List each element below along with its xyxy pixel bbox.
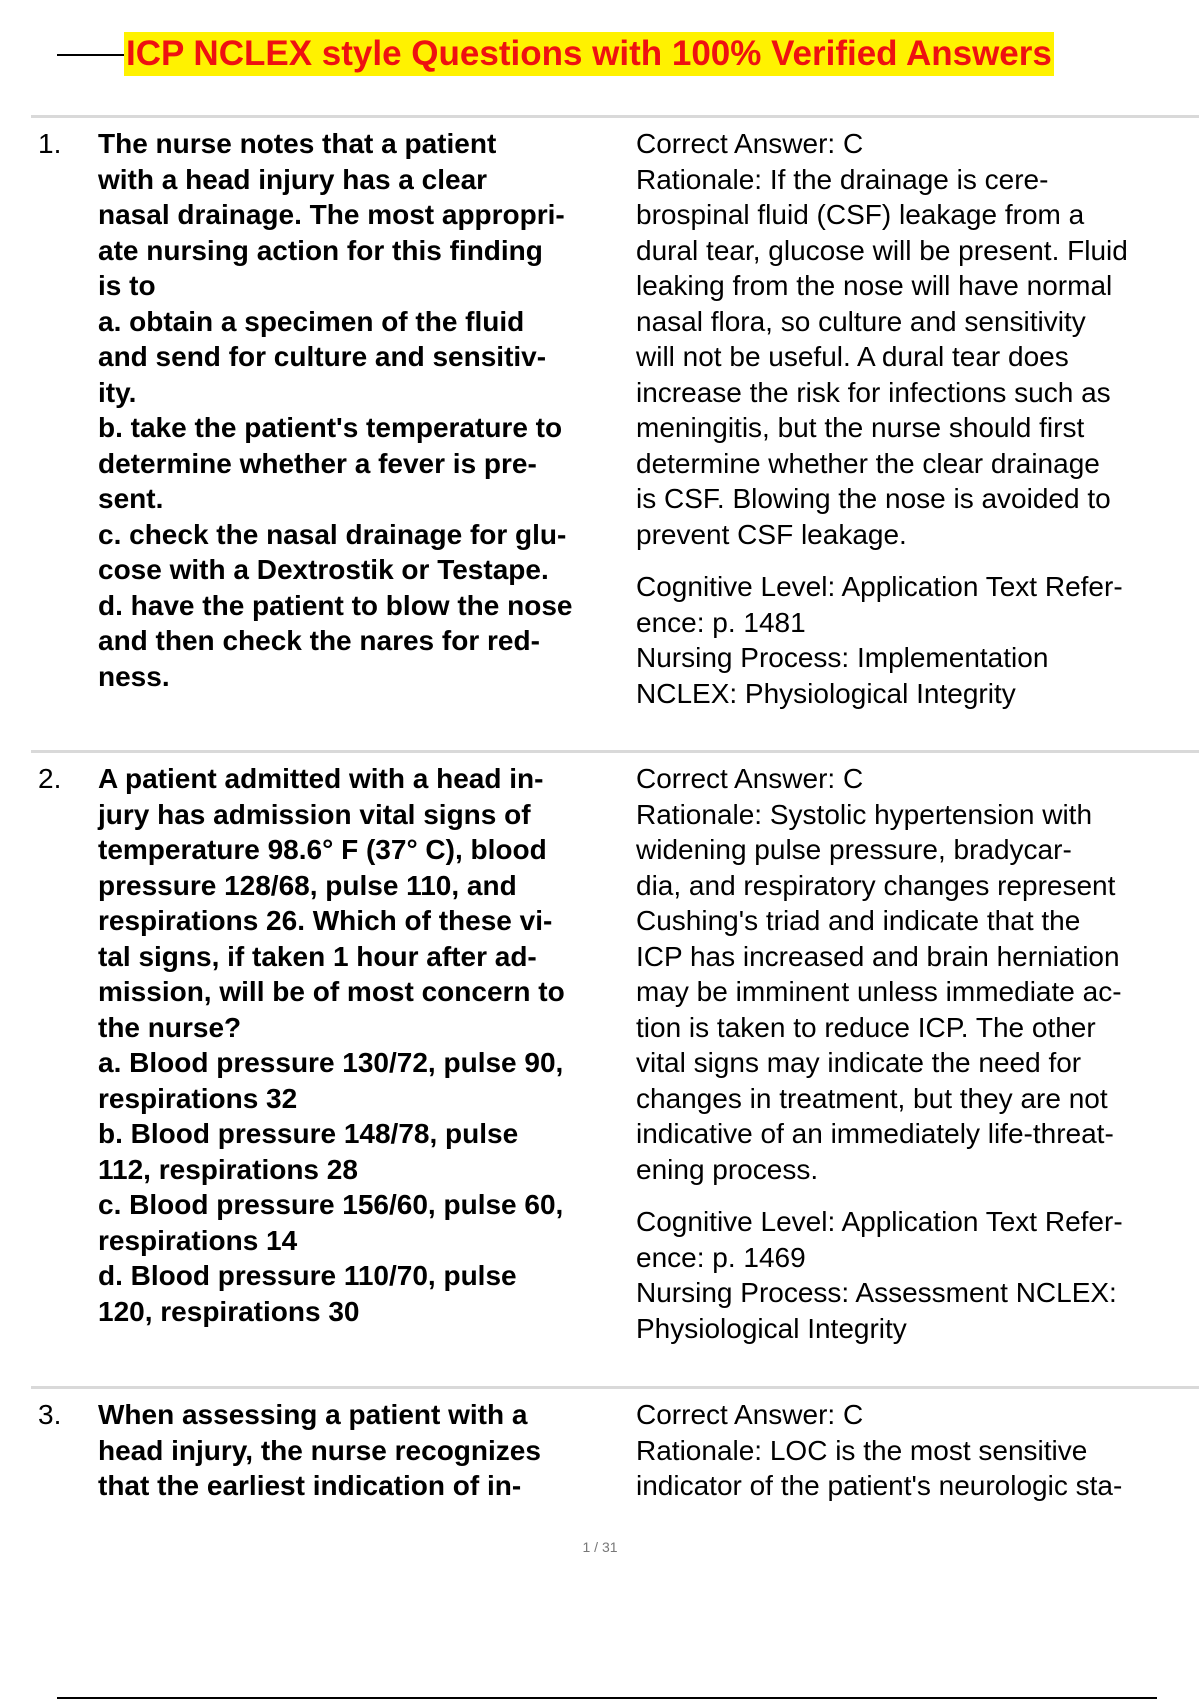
answer-line: determine whether the clear drainage: [636, 447, 1100, 479]
answer-line: dia, and respiratory changes represent: [636, 869, 1116, 901]
question-number: 3.: [38, 1399, 62, 1430]
page-number: 1 / 31: [582, 1539, 618, 1555]
question-line: A patient admitted with a head in-: [98, 763, 544, 794]
meta-line: Cognitive Level: Application Text Refer-: [636, 1206, 1123, 1237]
question-number: 1.: [38, 128, 62, 159]
question-line: The nurse notes that a patient: [98, 128, 497, 159]
question-line: respirations 26. Which of these vi-: [98, 905, 553, 936]
row-divider: [31, 750, 1199, 753]
footer-rule: [57, 1697, 1157, 1699]
answer-line: dural tear, glucose will be present. Fluid: [636, 234, 1128, 266]
question-number: 2.: [38, 763, 62, 794]
question-line: nasal drainage. The most appropri-: [98, 199, 565, 230]
answer-line: prevent CSF leakage.: [636, 518, 907, 550]
answer-line: ICP has increased and brain herniation: [636, 940, 1120, 972]
meta-line: Cognitive Level: Application Text Refer-: [636, 571, 1123, 602]
question-line: 112, respirations 28: [98, 1153, 358, 1185]
answer-line: indicative of an immediately life-threat-: [636, 1118, 1114, 1149]
answer-line: indicator of the patient's neurologic sta-: [636, 1470, 1123, 1501]
question-line: the nurse?: [98, 1011, 242, 1043]
paragraph-gap: [636, 1187, 1192, 1204]
question-line: that the earliest indication of in-: [98, 1470, 522, 1501]
answer-line: meningitis, but the nurse should first: [636, 412, 1085, 443]
question-line: respirations 32: [98, 1082, 298, 1114]
question-line: a. obtain a specimen of the fluid: [98, 305, 525, 337]
meta-line: ence: p. 1469: [636, 1241, 806, 1273]
question-line: ness.: [98, 660, 170, 692]
row-divider: [31, 1386, 1199, 1389]
answer-line: Rationale: Systolic hypertension with: [636, 798, 1093, 830]
answer-line: Correct Answer: C: [636, 1399, 864, 1430]
paragraph-gap: [636, 552, 1192, 569]
answer-line: increase the risk for infections such as: [636, 376, 1111, 408]
question-line: and then check the nares for red-: [98, 625, 540, 656]
answer-line: changes in treatment, but they are not: [636, 1082, 1108, 1114]
question-line: ate nursing action for this finding: [98, 234, 543, 266]
question-line: with a head injury has a clear: [98, 163, 488, 195]
answer-line: widening pulse pressure, bradycar-: [636, 834, 1072, 865]
question-line: c. Blood pressure 156/60, pulse 60,: [98, 1189, 564, 1220]
answer-line: will not be useful. A dural tear does: [636, 341, 1069, 372]
question-line: is to: [98, 270, 156, 301]
question-line: and send for culture and sensitiv-: [98, 341, 547, 372]
question-line: a. Blood pressure 130/72, pulse 90,: [98, 1047, 564, 1078]
question-line: d. have the patient to blow the nose: [98, 589, 573, 621]
answer-line: Correct Answer: C: [636, 763, 864, 794]
answer-text: [636, 1397, 1192, 1504]
question-line: tal signs, if taken 1 hour after ad-: [98, 940, 537, 972]
meta-line: NCLEX: Physiological Integrity: [636, 677, 1016, 709]
question-line: temperature 98.6° F (37° C), blood: [98, 834, 547, 865]
answer-line: tion is taken to reduce ICP. The other: [636, 1011, 1096, 1043]
meta-line: Physiological Integrity: [636, 1312, 907, 1344]
question-line: determine whether a fever is pre-: [98, 447, 537, 479]
document-title: ICP NCLEX style Questions with 100% Verified Answers: [124, 32, 1054, 76]
answer-line: vital signs may indicate the need for: [636, 1047, 1082, 1078]
question-line: b. Blood pressure 148/78, pulse: [98, 1118, 519, 1149]
question-line: respirations 14: [98, 1224, 298, 1256]
meta-line: Nursing Process: Implementation: [636, 642, 1049, 673]
question-line: jury has admission vital signs of: [98, 798, 531, 830]
question-line: 120, respirations 30: [98, 1295, 360, 1327]
meta-line: ence: p. 1481: [636, 606, 806, 638]
answer-line: brospinal fluid (CSF) leakage from a: [636, 199, 1085, 230]
question-line: c. check the nasal drainage for glu-: [98, 518, 567, 550]
row-divider: [31, 115, 1199, 118]
answer-line: leaking from the nose will have normal: [636, 270, 1113, 301]
question-line: When assessing a patient with a: [98, 1399, 528, 1430]
meta-line: Nursing Process: Assessment NCLEX:: [636, 1277, 1117, 1308]
answer-line: nasal flora, so culture and sensitivity: [636, 305, 1086, 337]
question-line: ity.: [98, 376, 137, 408]
answer-line: Rationale: LOC is the most sensitive: [636, 1434, 1088, 1466]
question-line: mission, will be of most concern to: [98, 976, 565, 1007]
header-dash: [57, 54, 127, 56]
answer-text: [636, 761, 1192, 1346]
document-header: [57, 30, 1157, 80]
question-line: pressure 128/68, pulse 110, and: [98, 869, 517, 901]
answer-line: ening process.: [636, 1153, 819, 1185]
answer-text: [636, 126, 1192, 711]
answer-line: may be imminent unless immediate ac-: [636, 976, 1122, 1007]
question-text: [98, 761, 626, 1329]
answer-line: Cushing's triad and indicate that the: [636, 905, 1081, 936]
answer-line: Rationale: If the drainage is cere-: [636, 163, 1049, 195]
question-line: sent.: [98, 483, 164, 514]
question-line: head injury, the nurse recognizes: [98, 1434, 541, 1466]
question-line: cose with a Dextrostik or Testape.: [98, 554, 549, 585]
answer-line: is CSF. Blowing the nose is avoided to: [636, 483, 1111, 514]
question-line: b. take the patient's temperature to: [98, 412, 563, 443]
answer-line: Correct Answer: C: [636, 128, 864, 159]
question-text: [98, 126, 626, 694]
question-text: [98, 1397, 626, 1504]
question-line: d. Blood pressure 110/70, pulse: [98, 1260, 517, 1291]
